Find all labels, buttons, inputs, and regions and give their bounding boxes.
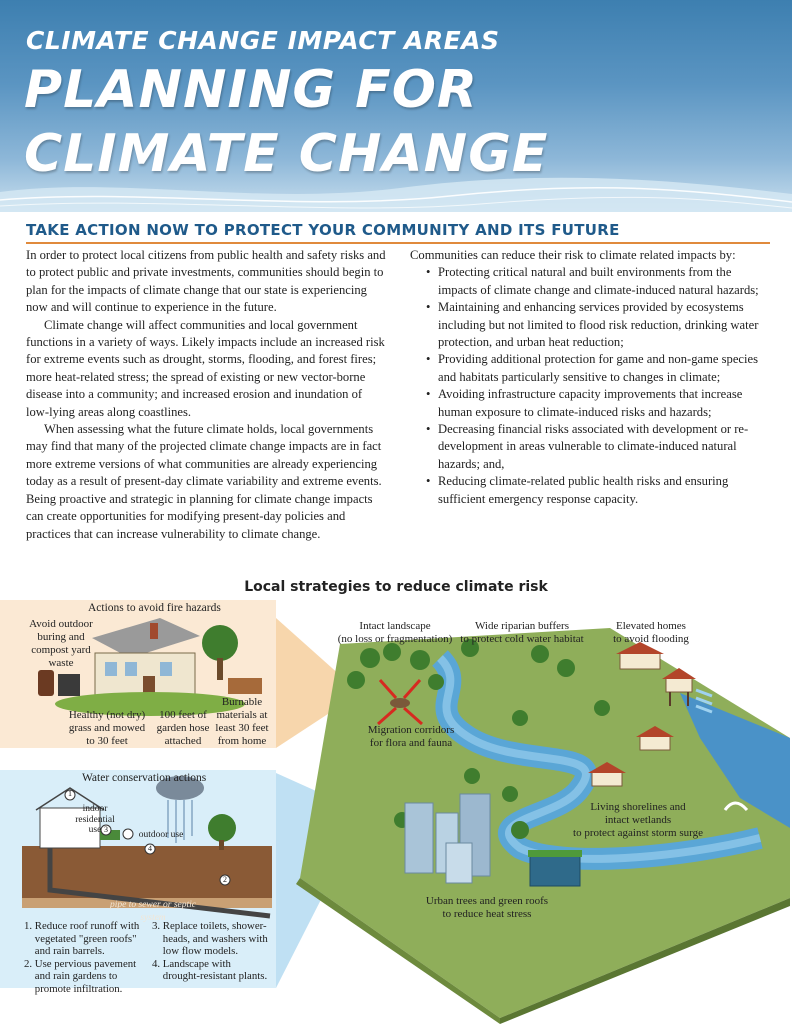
label-elevated-homes: Elevated homes to avoid flooding: [613, 620, 689, 645]
section-heading: TAKE ACTION NOW TO PROTECT YOUR COMMUNITY AND ITS FUTURE: [26, 221, 770, 244]
list-item: • Reducing climate-related public health risks and ensuring sufficient emergency response capacity.: [410, 473, 772, 508]
list-item: • Avoiding infrastructure capacity improvements that increase human exposure to climate-induced risks and hazards;: [410, 386, 772, 421]
list-item: • Decreasing financial risks associated with development or re-development in areas vulnerable to climate-induced natural hazards; and,: [410, 421, 772, 473]
strategy-list: [410, 264, 772, 508]
list-item: • Maintaining and enhancing services provided by ecosystems including but not limited to flood risk reduction, drinking water protection, and urban heat reduction;: [410, 299, 772, 351]
left-column: [26, 247, 386, 543]
compost-bin-icon: [58, 674, 80, 696]
list-item: • Protecting critical natural and built environments from the impacts of climate change and climate-induced natural hazards;: [410, 264, 772, 299]
figure-title: Local strategies to reduce climate risk: [244, 579, 548, 595]
paragraph-1: In order to protect local citizens from public health and safety risks and to protect public and private investments, communities should begin to plan for the impacts of climate change that our state is experiencing now and will continue to experience in the future.: [26, 248, 386, 315]
page-title-line-2: CLIMATE CHANGE: [24, 124, 549, 184]
water-panel-title: Water conservation actions: [82, 772, 207, 784]
label-garden-hose: 100 feet of garden hose attached: [156, 709, 210, 747]
right-intro: Communities can reduce their risk to climate related impacts by:: [410, 248, 736, 262]
water-steps-left: 1. Reduce roof runoff with vegetated "green roofs" and rain barrels. 2. Use pervious pavement and rain gardens to promote infiltration.: [24, 920, 140, 995]
water-steps-right: 3. Replace toilets, shower- heads, and washers with low flow models. 4. Landscape with drought-resistant plants.: [152, 920, 268, 983]
marker-3: 3: [104, 825, 108, 834]
marker-4: 4: [148, 844, 152, 853]
list-item: • Providing additional protection for game and non-game species and habitats particularly sensitive to changes in climate;: [410, 351, 772, 386]
tree-icon: [208, 814, 236, 842]
header-kicker: CLIMATE CHANGE IMPACT AREAS: [26, 26, 500, 55]
label-riparian-buffers: Wide riparian buffers to protect cold water habitat: [460, 620, 584, 645]
green-roof-building-icon: [528, 850, 582, 886]
label-indoor-use: indoor residential use: [75, 804, 115, 835]
woodpile-icon: [228, 678, 262, 694]
marker-2: 2: [223, 875, 227, 884]
page-title-line-1: PLANNING FOR: [24, 60, 478, 120]
label-burnable-materials: Burnable materials at least 30 feet from home: [215, 696, 269, 747]
label-healthy-grass: Healthy (not dry) grass and mowed to 30 feet: [68, 709, 146, 747]
label-living-shorelines: Living shorelines and intact wetlands to protect against storm surge: [573, 801, 703, 839]
label-urban-trees: Urban trees and green roofs to reduce heat stress: [425, 895, 549, 920]
fire-panel-title: Actions to avoid fire hazards: [88, 602, 221, 614]
tree-icon: [202, 625, 238, 661]
label-migration-corridors: Migration corridors for flora and fauna: [367, 724, 455, 749]
paragraph-2: Climate change will affect communities and local government functions in a variety of ways. Likely impacts include an increased risk for extreme events such as drought, storms, flooding, and forest fires; more heat-related stress; the spread of existing or new vector-borne disease into a community; and increased erosion and inundation of low-lying areas along coastlines.: [26, 317, 385, 419]
label-pipe: pipe to sewer or septic system: [109, 900, 196, 923]
label-avoid-burning: Avoid outdoor buring and compost yard waste: [29, 618, 93, 669]
right-column: [410, 247, 772, 508]
deer-icon: [390, 698, 410, 708]
header-banner: [0, 0, 792, 212]
label-intact-landscape: Intact landscape (no loss or fragmentation): [337, 620, 453, 645]
marker-1: 1: [68, 789, 72, 798]
barrel-icon: [38, 670, 54, 696]
paragraph-3: When assessing what the future climate holds, local governments may find that many of the projected climate change impacts are in fact more extreme versions of what communities are already experiencing today as a result of present-day climate variability and extreme events. Being proactive and strategic in planning for climate change impacts can create opportunities for modifying present-day policies and practices that can increase vulnerability to climate change.: [26, 422, 382, 541]
label-outdoor-use: outdoor use: [138, 830, 184, 840]
